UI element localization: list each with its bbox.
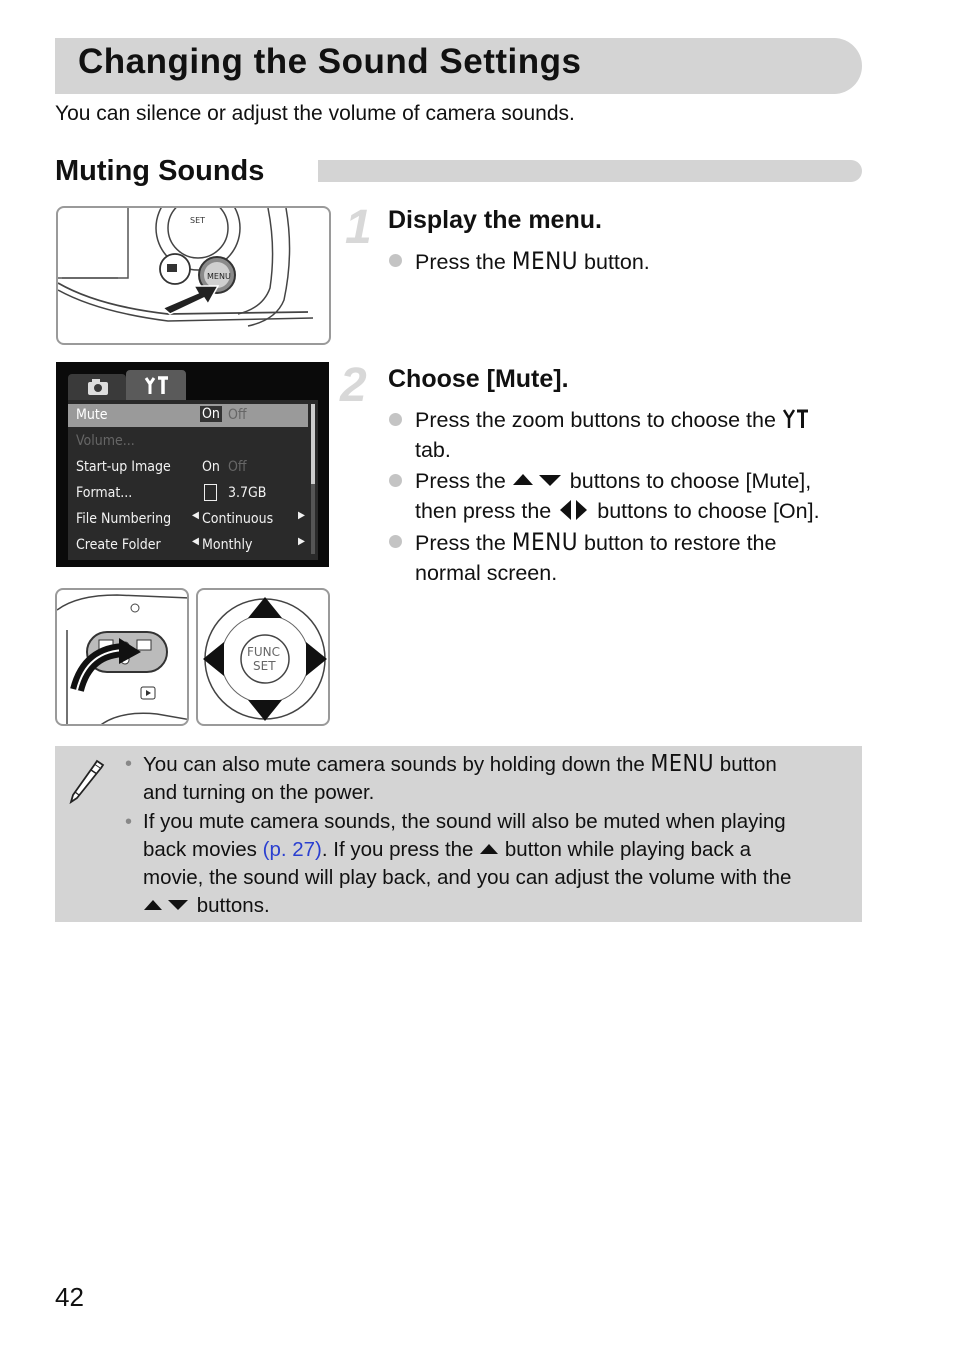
page-link[interactable]: (p. 27): [262, 838, 322, 861]
up-down-arrows-icon: [512, 472, 564, 488]
step-2-bullet-2: Press the buttons to choose [Mute], then press the buttons to choose [On].: [389, 466, 869, 526]
func-label: FUNC: [247, 645, 281, 659]
menu-row-create-folder[interactable]: Create Folder ◀ Monthly ▶: [76, 536, 305, 553]
note-item-2: • If you mute camera sounds, the sound will also be muted when playing back movies (p. 27). If you press the button while playing back a movie, the sound will play back, and you can adjust the volume with the buttons.: [125, 810, 792, 917]
step-2-bullet-1: Press the zoom buttons to choose the tab.: [389, 405, 869, 465]
note-item-1: • You can also mute camera sounds by holding down the MENU button and turning on the power.: [125, 751, 777, 804]
menu-button-label: MENU: [207, 272, 231, 281]
chevron-right-icon: ▶: [298, 536, 305, 547]
step-number-1: 1: [345, 201, 372, 254]
up-down-arrows-icon: [143, 898, 191, 912]
menu-button-glyph: MENU: [650, 751, 715, 777]
set-label: SET: [253, 659, 276, 673]
section-title: Muting Sounds: [55, 155, 265, 187]
settings-tab-icon: [126, 370, 186, 400]
chevron-right-icon: ▶: [298, 510, 305, 521]
up-arrow-icon: [479, 842, 499, 856]
menu-row-file-numbering[interactable]: File Numbering ◀ Continuous ▶: [76, 510, 305, 527]
zoom-lever-illustration: [55, 588, 189, 726]
pencil-icon: [69, 758, 105, 804]
left-right-arrows-icon: [557, 499, 591, 521]
menu-row-volume[interactable]: Volume...: [76, 433, 135, 449]
step-2-title: Choose [Mute].: [388, 365, 569, 393]
memory-card-icon: [204, 484, 217, 501]
step-1-bullet: Press the MENU button.: [389, 246, 859, 277]
menu-scrollbar[interactable]: [311, 404, 315, 554]
bullet-dot: [389, 254, 402, 267]
intro-text: You can silence or adjust the volume of camera sounds.: [55, 102, 575, 125]
press-arrow-icon: [163, 286, 218, 314]
step-2-bullet-3: Press the MENU button to restore the normal screen.: [389, 527, 869, 588]
chevron-left-icon: ◀: [192, 510, 199, 521]
step-1-title: Display the menu.: [388, 206, 602, 234]
step-number-2: 2: [340, 359, 367, 412]
menu-row-startup-image[interactable]: Start-up Image On Off: [76, 459, 247, 475]
page-number: 42: [55, 1282, 84, 1312]
menu-row-mute[interactable]: Mute On Off: [68, 404, 308, 427]
chevron-left-icon: ◀: [192, 536, 199, 547]
menu-tab-camera: [68, 374, 126, 400]
menu-tab-settings: [126, 370, 186, 400]
camera-menu-screen: [56, 362, 329, 567]
control-dial-illustration: [196, 588, 330, 726]
section-bar: [318, 160, 862, 182]
camera-menu-button-illustration: [56, 206, 331, 345]
menu-button-glyph: MENU: [511, 247, 579, 275]
svg-text:SET: SET: [190, 216, 206, 225]
note-box: [55, 746, 862, 922]
menu-list: [68, 400, 318, 560]
menu-row-format[interactable]: Format... 3.7GB: [76, 485, 267, 501]
menu-button-glyph: MENU: [511, 528, 579, 556]
settings-tab-icon: [782, 408, 810, 430]
page-title: Changing the Sound Settings: [78, 42, 582, 81]
